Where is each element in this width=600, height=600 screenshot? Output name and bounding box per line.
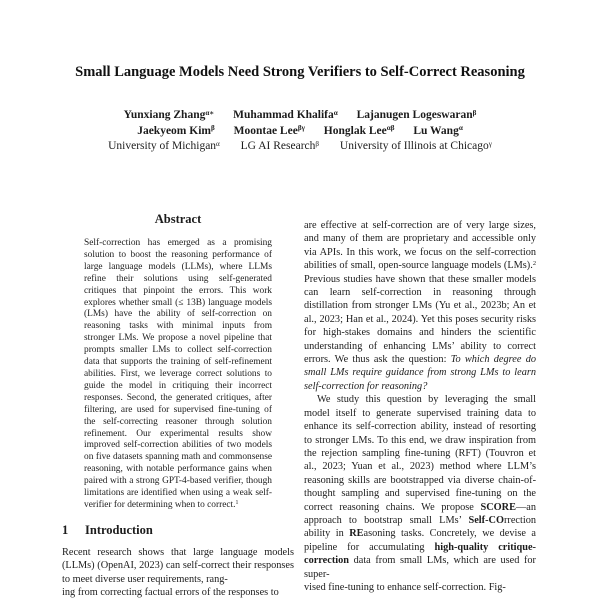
- affiliation: University of Illinois at Chicago$^\gamma$: [339, 139, 492, 152]
- author-affiliation-mark: αβ: [386, 124, 395, 133]
- right-column: [304, 211, 536, 599]
- affiliation-mark: α: [216, 139, 220, 148]
- author-affiliation-mark: α: [333, 108, 338, 117]
- author-affiliation-mark: β: [210, 124, 215, 133]
- clipped-line: vised fine-tuning to enhance self-correction. Fig-: [304, 581, 506, 593]
- abstract-heading: Abstract: [154, 212, 202, 226]
- intro-paragraph: Recent research shows that large language models (LLMs) (OpenAI, 2023) can self-correct their responses to meet diverse user requirements, rang-: [62, 546, 294, 585]
- score-method-paragraph: We study this question by leveraging the small model itself to generate supervised training data to enhance its self-correction ability, instead of resorting to stronger LMs. To this end, we draw inspiration from the rejection sampling fine-tuning (RFT) (Touvron et al., 2023; Yuan et al., 2023) method where LLM’s reasoning skills are bootstrapped via diverse chain-of-thought sampling and supervised fine-tuning on the correct reasoning chains. We propose SCORE—an approach to bootstrap small LMs’ Self-COrrection ability in REasoning tasks. Concretely, we devise a pipeline for accumulating high-quality critique-correction data from small LMs, which are used for super-: [304, 394, 536, 580]
- author-affiliation-mark: βγ: [297, 124, 305, 133]
- affiliation: LG AI Research$^\beta$: [240, 139, 320, 152]
- clipped-line: ing from correcting factual errors of the responses to: [62, 587, 279, 599]
- author-affiliation-mark: α∗: [205, 108, 215, 117]
- author: Honglak Lee$^{\alpha\beta}$: [323, 124, 395, 137]
- affiliation: University of Michigan$^\alpha$: [108, 139, 220, 152]
- author-line-2: [30, 124, 570, 140]
- author: Muhammad Khalifa$^\alpha$: [233, 108, 338, 121]
- author: Moontae Lee$^{\beta\gamma}$: [233, 124, 305, 137]
- affiliations-line: [30, 139, 570, 155]
- author: Yunxiang Zhang$^{\alpha∗}$: [123, 108, 215, 121]
- affiliation-mark: γ: [488, 139, 492, 148]
- abstract-body: Self-correction has emerged as a promising solution to boost the reasoning performance of large language models (LLMs), where LLMs refine their solutions using self-generated critiques that pinpoint the errors. This work explores whether small (≤ 13B) language models (LMs) have the ability of self-correction on reasoning tasks with minimal inputs from stronger LMs. We propose a novel pipeline that prompts smaller LMs to collect self-correction data that supports the training of self-refinement abilities. First, we leverage correct solutions to guide the model in critiquing their incorrect responses. Second, the generated critiques, after filtering, are used for supervised fine-tuning of the self-correcting reasoner through solution refinement. Our experimental results show improved self-correction abilities of two models on five datasets spanning math and commonsense reasoning, with notable performance gains when paired with a strong GPT-4-based verifier, though limitations are identified when using a weak self-verifier for determining when to correct.$^1$: [84, 238, 272, 510]
- author: Lajanugen Logeswaran$^\beta$: [356, 108, 477, 121]
- author-affiliation-mark: α: [458, 124, 463, 133]
- two-column-body: [62, 211, 536, 599]
- section-title: Introduction: [85, 522, 153, 537]
- author-line-1: [30, 108, 570, 124]
- author: Jaekyeom Kim$^\beta$: [137, 124, 215, 137]
- left-column: [62, 211, 294, 599]
- affiliation-mark: β: [315, 139, 320, 148]
- paper-title: Small Language Models Need Strong Verifiers to Self-Correct Reasoning: [75, 64, 525, 80]
- authors-block: [30, 108, 570, 155]
- author-affiliation-mark: β: [472, 108, 477, 117]
- author: Lu Wang$^\alpha$: [413, 124, 463, 137]
- section-number: 1: [62, 522, 69, 537]
- section-heading-introduction: [62, 523, 294, 538]
- intro-paragraph-continued: are effective at self-correction are of very large sizes, and many of them are proprietary and accessible only via APIs. In this work, we focus on the self-correction abilities of small, open-source language models (LMs).$^2$ Previous studies have shown that these smaller models can learn self-correction in reasoning through distillation from stronger LMs (Yu et al., 2023b; An et al., 2023; Han et al., 2024). Yet this poses security risks for high-stakes domains and hinders the scientific understanding of enhancing LMs’ ability to correct errors. We thus ask the question: To which degree do small LMs require guidance from strong LMs to learn self-correction for reasoning?: [304, 220, 536, 392]
